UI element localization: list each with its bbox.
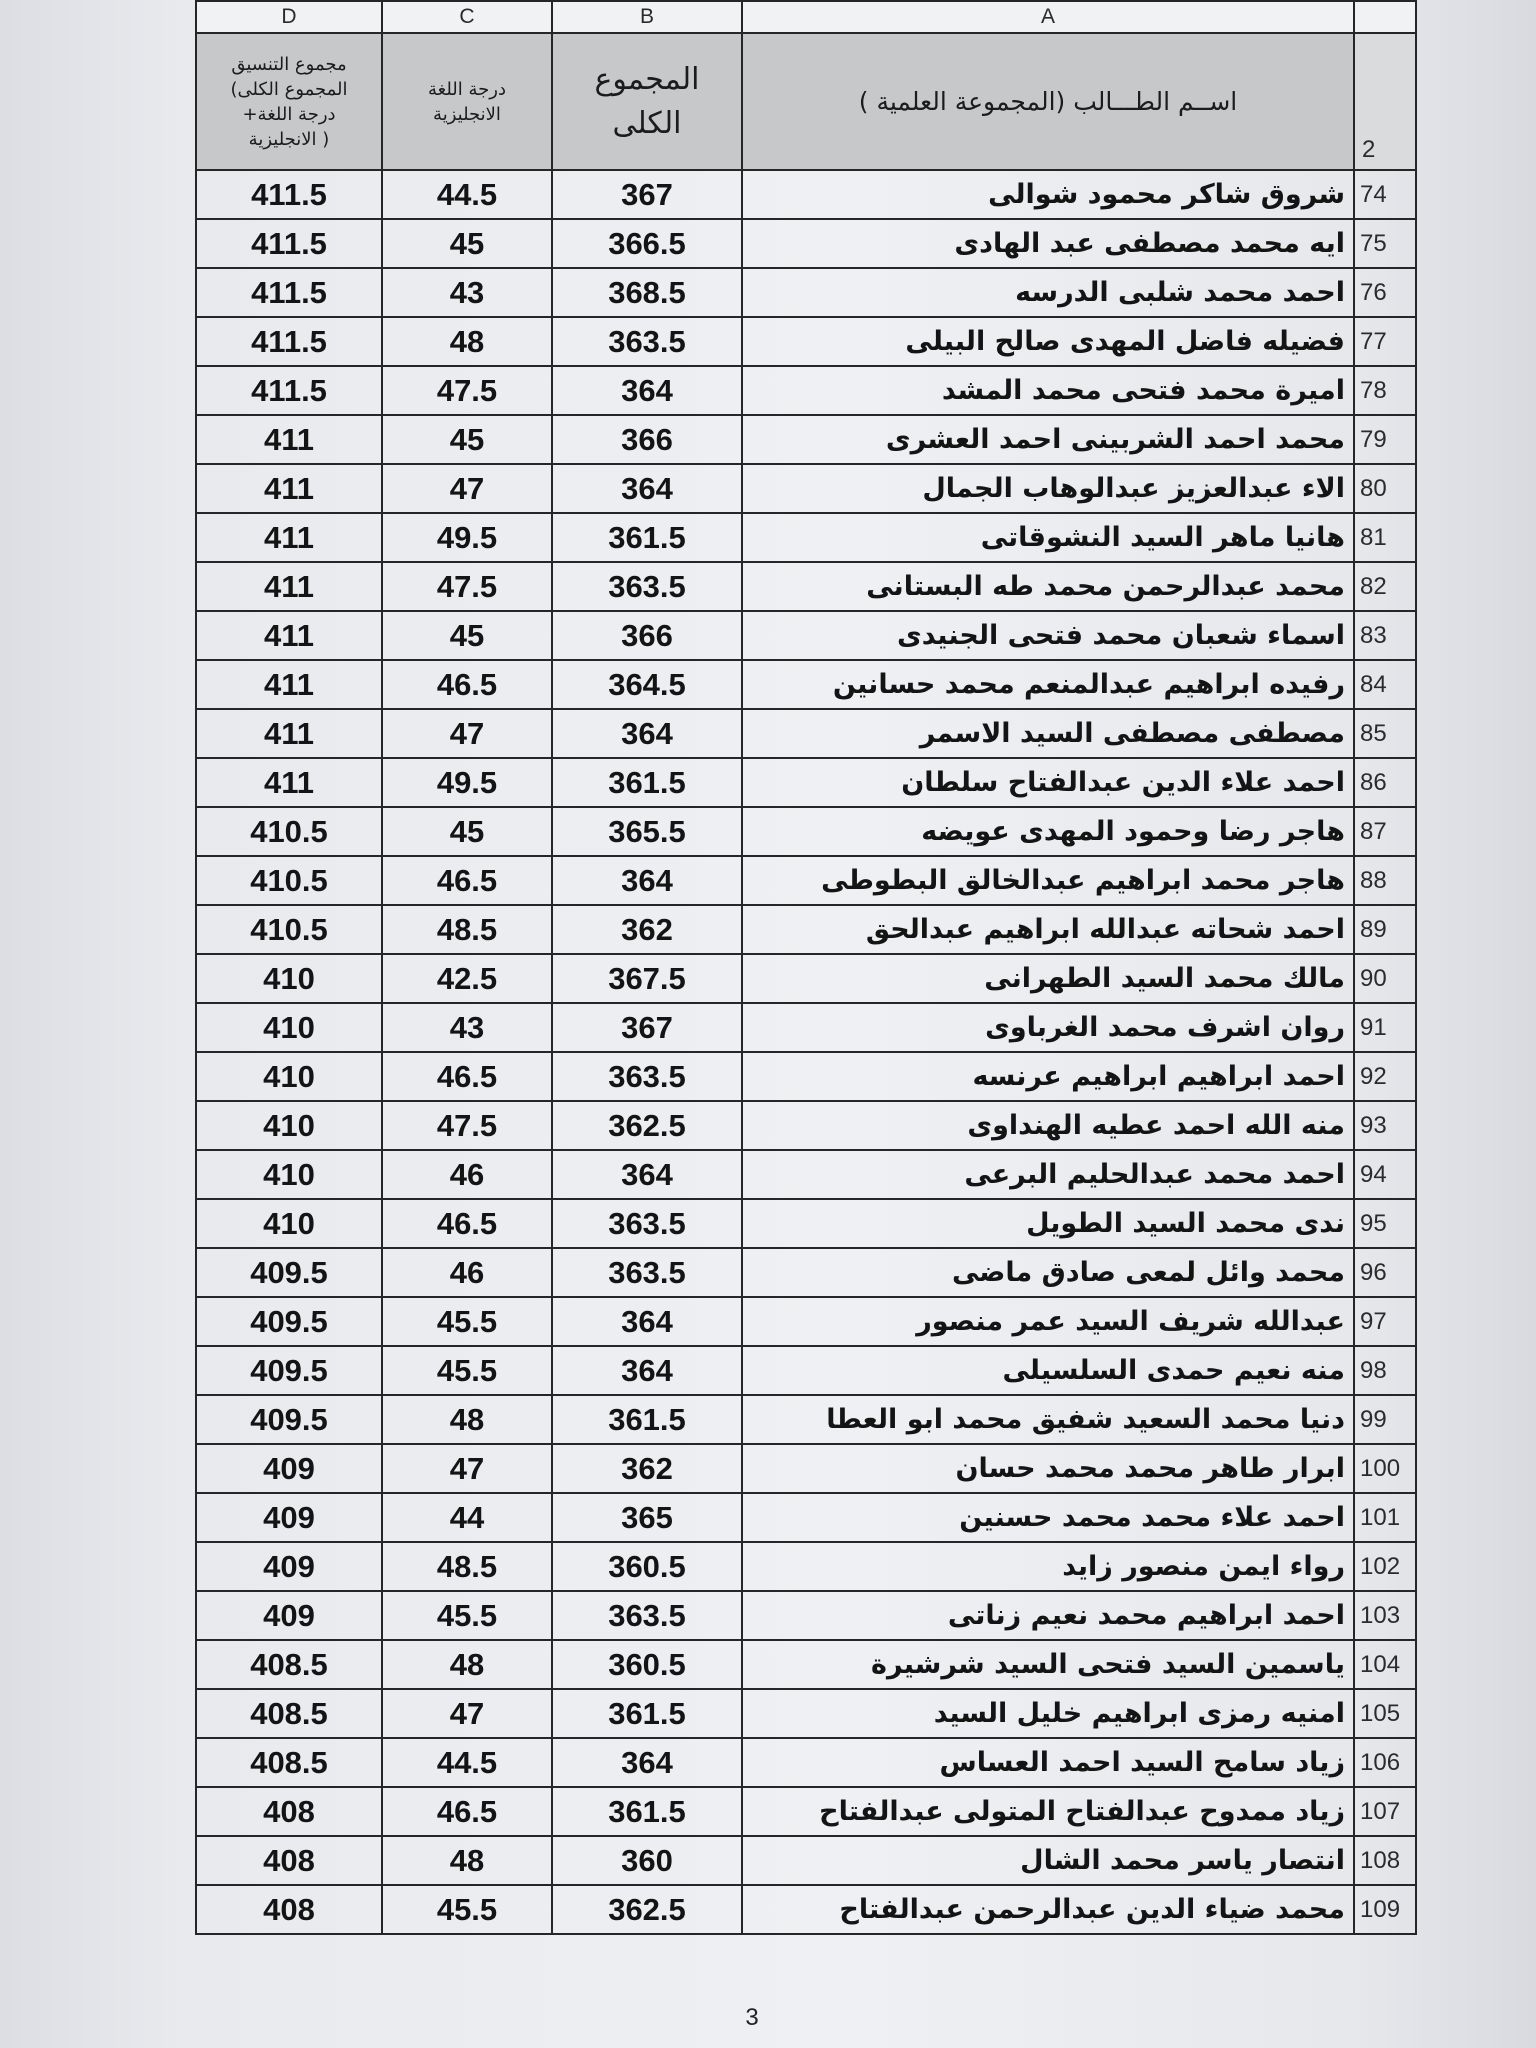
student-name-cell: هاجر محمد ابراهيم عبدالخالق البطوطى <box>743 857 1355 906</box>
english-grade-cell: 47.5 <box>383 563 553 612</box>
student-name-cell: عبدالله شريف السيد عمر منصور <box>743 1298 1355 1347</box>
total-score-cell: 368.5 <box>553 269 743 318</box>
table-row <box>197 318 1417 367</box>
english-grade-cell: 46 <box>383 1249 553 1298</box>
coordination-total-cell: 410 <box>197 1200 383 1249</box>
table-row <box>197 367 1417 416</box>
student-name-cell: رواء ايمن منصور زايد <box>743 1543 1355 1592</box>
row-number-cell: 98 <box>1355 1347 1417 1396</box>
table-row <box>197 1053 1417 1102</box>
english-grade-cell: 45 <box>383 808 553 857</box>
student-name-cell: محمد عبدالرحمن محمد طه البستانى <box>743 563 1355 612</box>
student-name-cell: ندى محمد السيد الطويل <box>743 1200 1355 1249</box>
row-number-cell: 101 <box>1355 1494 1417 1543</box>
english-grade-cell: 46.5 <box>383 857 553 906</box>
student-name-cell: احمد علاء محمد محمد حسنين <box>743 1494 1355 1543</box>
row-number-cell: 106 <box>1355 1739 1417 1788</box>
row-number-cell: 90 <box>1355 955 1417 1004</box>
english-grade-cell: 48.5 <box>383 906 553 955</box>
student-name-cell: امنيه رمزى ابراهيم خليل السيد <box>743 1690 1355 1739</box>
english-grade-cell: 49.5 <box>383 759 553 808</box>
total-score-cell: 360 <box>553 1837 743 1886</box>
total-score-cell: 363.5 <box>553 1249 743 1298</box>
coordination-total-cell: 408.5 <box>197 1641 383 1690</box>
row-number-cell: 81 <box>1355 514 1417 563</box>
english-grade-cell: 48 <box>383 318 553 367</box>
results-sheet <box>195 0 1417 1935</box>
table-row <box>197 1151 1417 1200</box>
table-row <box>197 1690 1417 1739</box>
row-number-cell: 91 <box>1355 1004 1417 1053</box>
table-row <box>197 759 1417 808</box>
total-score-cell: 362 <box>553 1445 743 1494</box>
header-line: الانجليزية ) <box>248 128 330 150</box>
table-row <box>197 1200 1417 1249</box>
coordination-total-cell: 410.5 <box>197 808 383 857</box>
total-score-cell: 363.5 <box>553 563 743 612</box>
total-score-cell: 363.5 <box>553 1053 743 1102</box>
row-number-cell: 86 <box>1355 759 1417 808</box>
table-row <box>197 612 1417 661</box>
total-score-cell: 367.5 <box>553 955 743 1004</box>
row-number-cell: 76 <box>1355 269 1417 318</box>
english-grade-cell: 46.5 <box>383 1053 553 1102</box>
table-row <box>197 1837 1417 1886</box>
table-row <box>197 1592 1417 1641</box>
total-score-cell: 363.5 <box>553 318 743 367</box>
english-grade-cell: 48 <box>383 1396 553 1445</box>
coordination-total-cell: 411.5 <box>197 171 383 220</box>
row-number-cell: 78 <box>1355 367 1417 416</box>
total-score-cell: 366.5 <box>553 220 743 269</box>
coordination-total-cell: 411 <box>197 710 383 759</box>
total-score-cell: 362.5 <box>553 1886 743 1935</box>
table-row <box>197 1543 1417 1592</box>
row-number-cell: 102 <box>1355 1543 1417 1592</box>
english-grade-cell: 49.5 <box>383 514 553 563</box>
english-grade-cell: 45.5 <box>383 1886 553 1935</box>
student-name-cell: مصطفى مصطفى السيد الاسمر <box>743 710 1355 759</box>
student-name-cell: احمد محمد شلبى الدرسه <box>743 269 1355 318</box>
student-name-cell: احمد علاء الدين عبدالفتاح سلطان <box>743 759 1355 808</box>
english-grade-cell: 44.5 <box>383 171 553 220</box>
student-name-header <box>743 34 1355 171</box>
row-number-cell: 74 <box>1355 171 1417 220</box>
table-row <box>197 563 1417 612</box>
student-name-cell: مالك محمد السيد الطهرانى <box>743 955 1355 1004</box>
row-number-cell: 99 <box>1355 1396 1417 1445</box>
english-grade-cell: 48 <box>383 1837 553 1886</box>
coordination-total-cell: 411 <box>197 661 383 710</box>
total-score-cell: 364 <box>553 710 743 759</box>
student-name-cell: محمد احمد الشربينى احمد العشرى <box>743 416 1355 465</box>
coordination-total-cell: 409.5 <box>197 1396 383 1445</box>
total-score-cell: 365 <box>553 1494 743 1543</box>
english-grade-cell: 45 <box>383 416 553 465</box>
total-score-cell: 362 <box>553 906 743 955</box>
english-grade-cell: 45.5 <box>383 1347 553 1396</box>
student-name-cell: منه نعيم حمدى السلسيلى <box>743 1347 1355 1396</box>
total-score-cell: 366 <box>553 612 743 661</box>
coordination-total-cell: 409 <box>197 1543 383 1592</box>
total-score-cell: 364 <box>553 465 743 514</box>
student-name-cell: هانيا ماهر السيد النشوقاتى <box>743 514 1355 563</box>
table-row <box>197 514 1417 563</box>
student-name-cell: انتصار ياسر محمد الشال <box>743 1837 1355 1886</box>
coordination-total-cell: 410.5 <box>197 857 383 906</box>
table-row <box>197 1494 1417 1543</box>
page-number: 3 <box>745 2004 759 2031</box>
english-grade-cell: 45.5 <box>383 1592 553 1641</box>
coordination-total-cell: 409 <box>197 1494 383 1543</box>
corner-cell <box>1355 2 1417 34</box>
table-row <box>197 857 1417 906</box>
english-grade-cell: 46 <box>383 1151 553 1200</box>
coordination-total-cell: 408 <box>197 1788 383 1837</box>
row-number-cell: 104 <box>1355 1641 1417 1690</box>
row-number-cell: 88 <box>1355 857 1417 906</box>
total-score-cell: 361.5 <box>553 514 743 563</box>
total-score-cell: 364 <box>553 1739 743 1788</box>
table-row <box>197 1445 1417 1494</box>
total-score-cell: 364 <box>553 1151 743 1200</box>
english-grade-cell: 46.5 <box>383 1200 553 1249</box>
student-name-cell: رفيده ابراهيم عبدالمنعم محمد حسانين <box>743 661 1355 710</box>
student-name-cell: منه الله احمد عطيه الهنداوى <box>743 1102 1355 1151</box>
student-name-cell: محمد ضياء الدين عبدالرحمن عبدالفتاح <box>743 1886 1355 1935</box>
table-row <box>197 1396 1417 1445</box>
column-letter-c: C <box>383 2 553 34</box>
coordination-total-cell: 409.5 <box>197 1249 383 1298</box>
table-row <box>197 710 1417 759</box>
coordination-total-header <box>197 34 383 171</box>
coordination-total-cell: 409.5 <box>197 1347 383 1396</box>
row-number-cell: 109 <box>1355 1886 1417 1935</box>
header-line: (المجموع الكلى <box>230 78 348 100</box>
english-grade-cell: 42.5 <box>383 955 553 1004</box>
total-score-cell: 365.5 <box>553 808 743 857</box>
total-score-cell: 364 <box>553 857 743 906</box>
table-row <box>197 661 1417 710</box>
row-number-cell: 107 <box>1355 1788 1417 1837</box>
total-score-cell: 363.5 <box>553 1592 743 1641</box>
header-line: +درجة اللغة <box>242 103 336 125</box>
coordination-total-cell: 411 <box>197 416 383 465</box>
total-score-cell: 361.5 <box>553 1690 743 1739</box>
english-grade-cell: 43 <box>383 1004 553 1053</box>
table-row <box>197 220 1417 269</box>
table-row <box>197 465 1417 514</box>
student-name-cell: زياد سامح السيد احمد العساس <box>743 1739 1355 1788</box>
table-row <box>197 1739 1417 1788</box>
english-grade-cell: 47 <box>383 465 553 514</box>
row-number-cell: 103 <box>1355 1592 1417 1641</box>
coordination-total-cell: 410 <box>197 955 383 1004</box>
row-number-cell: 100 <box>1355 1445 1417 1494</box>
header-line: درجة اللغة <box>428 78 506 100</box>
row-number-cell: 75 <box>1355 220 1417 269</box>
column-letter-b: B <box>553 2 743 34</box>
student-name-cell: زياد ممدوح عبدالفتاح المتولى عبدالفتاح <box>743 1788 1355 1837</box>
total-score-cell: 361.5 <box>553 1788 743 1837</box>
total-score-cell: 366 <box>553 416 743 465</box>
table-row <box>197 416 1417 465</box>
table-row <box>197 1102 1417 1151</box>
english-grade-cell: 45 <box>383 612 553 661</box>
row-number-cell: 84 <box>1355 661 1417 710</box>
table-row <box>197 1347 1417 1396</box>
total-score-header <box>553 34 743 171</box>
row-number-cell: 93 <box>1355 1102 1417 1151</box>
header-row <box>197 34 1417 171</box>
english-grade-cell: 48.5 <box>383 1543 553 1592</box>
row-number-cell: 92 <box>1355 1053 1417 1102</box>
table-row <box>197 269 1417 318</box>
row-number-cell: 83 <box>1355 612 1417 661</box>
coordination-total-cell: 410 <box>197 1053 383 1102</box>
header-title: اســم الطـــالب (المجموعة العلمية ) <box>858 87 1238 116</box>
english-grade-cell: 43 <box>383 269 553 318</box>
table-row <box>197 808 1417 857</box>
header-line: الانجليزية <box>433 103 501 125</box>
coordination-total-cell: 411 <box>197 563 383 612</box>
total-score-cell: 361.5 <box>553 1396 743 1445</box>
coordination-total-cell: 411.5 <box>197 269 383 318</box>
english-grade-header <box>383 34 553 171</box>
english-grade-cell: 47.5 <box>383 367 553 416</box>
row-number: 2 <box>1362 136 1376 163</box>
header-row-number <box>1355 34 1417 171</box>
row-number-cell: 85 <box>1355 710 1417 759</box>
student-name-cell: محمد وائل لمعى صادق ماضى <box>743 1249 1355 1298</box>
table-row <box>197 1298 1417 1347</box>
total-score-cell: 364.5 <box>553 661 743 710</box>
row-number-cell: 82 <box>1355 563 1417 612</box>
row-number-cell: 105 <box>1355 1690 1417 1739</box>
student-name-cell: احمد محمد عبدالحليم البرعى <box>743 1151 1355 1200</box>
column-letter-row <box>197 2 1417 34</box>
coordination-total-cell: 411 <box>197 759 383 808</box>
coordination-total-cell: 409 <box>197 1445 383 1494</box>
table-row <box>197 906 1417 955</box>
coordination-total-cell: 411 <box>197 612 383 661</box>
row-number-cell: 79 <box>1355 416 1417 465</box>
total-score-cell: 364 <box>553 1298 743 1347</box>
row-number-cell: 89 <box>1355 906 1417 955</box>
coordination-total-cell: 409 <box>197 1592 383 1641</box>
student-name-cell: ابرار طاهر محمد محمد حسان <box>743 1445 1355 1494</box>
table-row <box>197 1641 1417 1690</box>
coordination-total-cell: 408 <box>197 1837 383 1886</box>
coordination-total-cell: 411.5 <box>197 318 383 367</box>
student-name-cell: هاجر رضا وحمود المهدى عويضه <box>743 808 1355 857</box>
student-name-cell: احمد ابراهيم محمد نعيم زناتى <box>743 1592 1355 1641</box>
english-grade-cell: 46.5 <box>383 1788 553 1837</box>
student-name-cell: احمد شحاته عبدالله ابراهيم عبدالحق <box>743 906 1355 955</box>
header-line: مجموع التنسيق <box>231 53 347 75</box>
coordination-total-cell: 410.5 <box>197 906 383 955</box>
english-grade-cell: 46.5 <box>383 661 553 710</box>
coordination-total-cell: 408 <box>197 1886 383 1935</box>
english-grade-cell: 44 <box>383 1494 553 1543</box>
coordination-total-cell: 411 <box>197 465 383 514</box>
total-score-cell: 364 <box>553 1347 743 1396</box>
total-score-cell: 360.5 <box>553 1641 743 1690</box>
english-grade-cell: 48 <box>383 1641 553 1690</box>
coordination-total-cell: 410 <box>197 1151 383 1200</box>
coordination-total-cell: 411.5 <box>197 367 383 416</box>
coordination-total-cell: 411 <box>197 514 383 563</box>
coordination-total-cell: 408.5 <box>197 1690 383 1739</box>
table-row <box>197 1249 1417 1298</box>
total-score-cell: 364 <box>553 367 743 416</box>
column-letter-a: A <box>743 2 1355 34</box>
student-name-cell: روان اشرف محمد الغرباوى <box>743 1004 1355 1053</box>
total-score-cell: 367 <box>553 1004 743 1053</box>
student-name-cell: ايه محمد مصطفى عبد الهادى <box>743 220 1355 269</box>
coordination-total-cell: 409.5 <box>197 1298 383 1347</box>
total-score-cell: 363.5 <box>553 1200 743 1249</box>
student-name-cell: احمد ابراهيم ابراهيم عرنسه <box>743 1053 1355 1102</box>
table-row <box>197 1004 1417 1053</box>
table-row <box>197 1788 1417 1837</box>
column-letter-d: D <box>197 2 383 34</box>
student-name-cell: الاء عبدالعزيز عبدالوهاب الجمال <box>743 465 1355 514</box>
student-name-cell: اسماء شعبان محمد فتحى الجنيدى <box>743 612 1355 661</box>
coordination-total-cell: 408.5 <box>197 1739 383 1788</box>
total-score-cell: 367 <box>553 171 743 220</box>
total-score-cell: 362.5 <box>553 1102 743 1151</box>
student-name-cell: فضيله فاضل المهدى صالح البيلى <box>743 318 1355 367</box>
row-number-cell: 108 <box>1355 1837 1417 1886</box>
student-name-cell: شروق شاكر محمود شوالى <box>743 171 1355 220</box>
row-number-cell: 87 <box>1355 808 1417 857</box>
english-grade-cell: 47.5 <box>383 1102 553 1151</box>
english-grade-cell: 45.5 <box>383 1298 553 1347</box>
row-number-cell: 94 <box>1355 1151 1417 1200</box>
english-grade-cell: 47 <box>383 1445 553 1494</box>
row-number-cell: 77 <box>1355 318 1417 367</box>
english-grade-cell: 44.5 <box>383 1739 553 1788</box>
english-grade-cell: 45 <box>383 220 553 269</box>
coordination-total-cell: 411.5 <box>197 220 383 269</box>
english-grade-cell: 47 <box>383 1690 553 1739</box>
table-row <box>197 955 1417 1004</box>
coordination-total-cell: 410 <box>197 1004 383 1053</box>
total-score-cell: 361.5 <box>553 759 743 808</box>
student-name-cell: دنيا محمد السعيد شفيق محمد ابو العطا <box>743 1396 1355 1445</box>
header-line: الكلى <box>612 105 682 141</box>
row-number-cell: 80 <box>1355 465 1417 514</box>
table-row <box>197 171 1417 220</box>
total-score-cell: 360.5 <box>553 1543 743 1592</box>
header-line: المجموع <box>594 61 700 97</box>
student-name-cell: ياسمين السيد فتحى السيد شرشيرة <box>743 1641 1355 1690</box>
english-grade-cell: 47 <box>383 710 553 759</box>
student-name-cell: اميرة محمد فتحى محمد المشد <box>743 367 1355 416</box>
row-number-cell: 95 <box>1355 1200 1417 1249</box>
row-number-cell: 96 <box>1355 1249 1417 1298</box>
row-number-cell: 97 <box>1355 1298 1417 1347</box>
coordination-total-cell: 410 <box>197 1102 383 1151</box>
table-row <box>197 1886 1417 1935</box>
